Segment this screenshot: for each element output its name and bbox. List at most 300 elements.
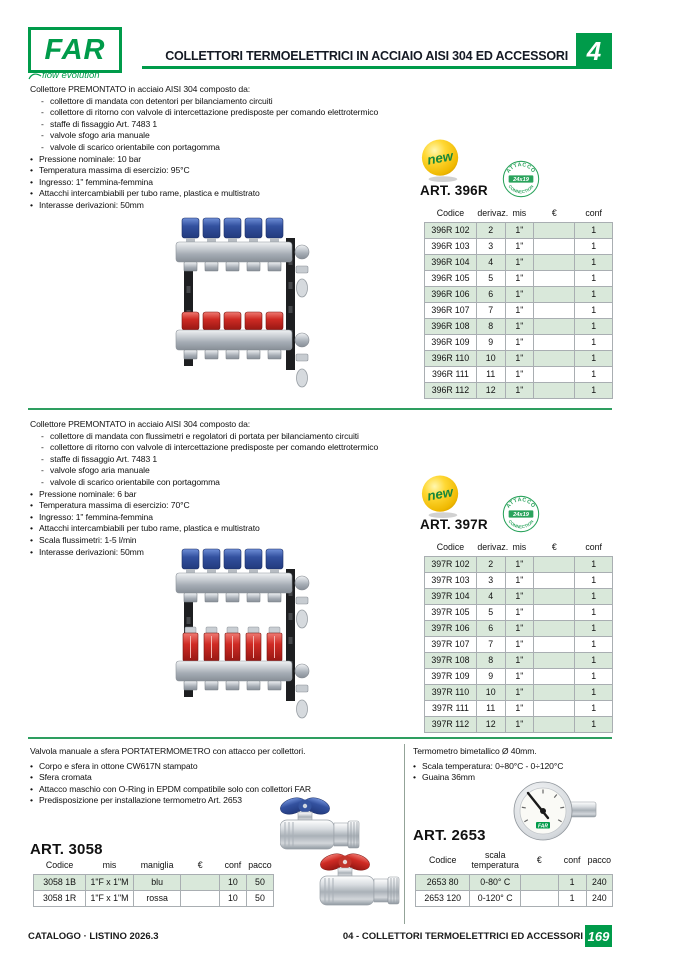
table-cell: 1 <box>575 351 613 367</box>
list-item-text: Interasse derivazioni: 50mm <box>39 546 144 557</box>
far-logo <box>28 27 122 73</box>
list-marker: • <box>30 511 33 522</box>
table-cell: 1 <box>575 685 613 701</box>
list-marker: - <box>41 453 44 464</box>
list-item <box>41 107 450 119</box>
table-cell <box>534 319 575 335</box>
table-cell: 1"F x 1"M <box>86 891 134 907</box>
table-cell: 3058 1B <box>34 875 86 891</box>
table-cell <box>534 335 575 351</box>
table-cell: 1" <box>505 637 534 653</box>
table-cell: 8 <box>476 319 505 335</box>
logo-tagline-text: flow evolution <box>42 70 100 81</box>
table-cell <box>534 701 575 717</box>
column-header: conf <box>224 860 242 870</box>
stamp-bottom-text: CONNECTION <box>507 183 535 195</box>
table-cell: 50 <box>246 891 273 907</box>
table-row <box>425 557 613 573</box>
table-cell: 1 <box>575 589 613 605</box>
table-cell: 1 <box>575 319 613 335</box>
list-item-text: Temperatura massima di esercizio: 70°C <box>39 500 190 511</box>
table-row <box>34 875 274 891</box>
table-row <box>425 669 613 685</box>
list-item <box>41 454 450 466</box>
table-cell: 396R 110 <box>425 351 477 367</box>
column-header: conf <box>563 855 581 865</box>
table-row <box>425 271 613 287</box>
table-cell <box>181 875 219 891</box>
description-2653 <box>413 746 649 784</box>
table-cell: 3 <box>476 573 505 589</box>
table-cell: 7 <box>476 303 505 319</box>
section-divider <box>28 408 612 410</box>
stamp-code-text: 24x19 <box>513 511 529 518</box>
column-header: derivaz. <box>477 208 509 218</box>
table-cell: 7 <box>476 637 505 653</box>
table-row <box>425 367 613 383</box>
table-cell <box>534 621 575 637</box>
table-cell <box>534 669 575 685</box>
list-item-text: Scala flussimetri: 1-5 l/min <box>39 534 137 545</box>
stamp-code-text: 24x19 <box>513 176 529 183</box>
page-title: COLLETTORI TERMOELETTRICI IN ACCIAIO AISI 304 ED ACCESSORI <box>165 49 568 63</box>
table-cell: 1" <box>505 701 534 717</box>
table-cell <box>534 223 575 239</box>
table-cell <box>534 557 575 573</box>
table-cell: 1 <box>575 701 613 717</box>
table-cell: 4 <box>476 255 505 271</box>
table-cell <box>534 717 575 733</box>
table-cell: 397R 103 <box>425 573 477 589</box>
table-cell: 397R 104 <box>425 589 477 605</box>
new-badge <box>420 474 462 519</box>
table-cell <box>534 637 575 653</box>
header-title-bar <box>142 30 612 69</box>
table-cell: 1" <box>505 621 534 637</box>
footer-catalog-label: CATALOGO · LISTINO 2026.3 <box>28 931 159 942</box>
list-marker: - <box>41 107 44 118</box>
table-row <box>425 685 613 701</box>
list-item <box>30 177 450 189</box>
list-marker: • <box>30 165 33 176</box>
table-cell: 1 <box>575 303 613 319</box>
component-list <box>41 96 450 154</box>
table-cell <box>534 303 575 319</box>
table-cell: 1" <box>505 303 534 319</box>
table-cell: 1 <box>575 557 613 573</box>
chapter-number-badge: 4 <box>576 33 612 69</box>
table-cell: 1 <box>575 223 613 239</box>
list-item <box>30 489 450 501</box>
table-header-row <box>416 848 613 875</box>
table-cell: 240 <box>586 891 612 907</box>
far-logo-text: FAR <box>44 33 106 66</box>
list-marker: • <box>30 188 33 199</box>
column-header: € <box>551 542 557 552</box>
list-item-text: collettore di ritorno con valvole di intercettazione predisposte per comando elettrotermico <box>50 442 379 453</box>
table-header-row <box>425 540 613 557</box>
table-cell: 8 <box>476 653 505 669</box>
attacco-connection-stamp <box>502 495 540 533</box>
table-row <box>425 621 613 637</box>
table-cell: 10 <box>476 351 505 367</box>
table-cell: 396R 107 <box>425 303 477 319</box>
column-divider <box>404 744 405 924</box>
table-cell: 1" <box>505 717 534 733</box>
table-row <box>425 255 613 271</box>
table-cell: 1 <box>575 621 613 637</box>
table-cell: 3058 1R <box>34 891 86 907</box>
column-header: pacco <box>248 860 272 870</box>
column-header: Codice <box>429 855 457 865</box>
table-cell: 5 <box>476 271 505 287</box>
table-cell: 50 <box>246 875 273 891</box>
product-photo-ball-valves <box>280 788 402 910</box>
table-cell: 2 <box>476 223 505 239</box>
stamp-top-text: ATTACCO <box>505 162 537 175</box>
table-cell: 10 <box>219 875 246 891</box>
column-header: Codice <box>436 542 465 552</box>
table-cell: 9 <box>476 669 505 685</box>
table-cell: 397R 105 <box>425 605 477 621</box>
table-cell: 1 <box>575 239 613 255</box>
list-marker: • <box>30 199 33 210</box>
table-cell: 1" <box>505 223 534 239</box>
table-cell: 1" <box>505 319 534 335</box>
table-cell <box>534 383 575 399</box>
table-cell: 1 <box>575 271 613 287</box>
list-item <box>30 154 450 166</box>
description-intro: Collettore PREMONTATO in acciaio AISI 304 composto da: <box>30 84 251 94</box>
list-marker: • <box>30 772 33 783</box>
column-header: pacco <box>587 855 612 865</box>
swoosh-icon <box>28 71 42 81</box>
list-item-text: valvole di scarico orientabile con portagomma <box>50 141 220 152</box>
list-item-text: Interasse derivazioni: 50mm <box>39 199 144 210</box>
table-cell: 1" <box>505 685 534 701</box>
table-row <box>425 239 613 255</box>
table-cell: 1 <box>575 367 613 383</box>
table-cell: 2 <box>476 557 505 573</box>
table-row <box>425 223 613 239</box>
section-divider <box>28 737 612 739</box>
table-row <box>425 335 613 351</box>
footer-chapter-label: 04 - COLLETTORI TERMOELETTRICI ED ACCESSORI <box>342 931 583 942</box>
article-number-396r: ART. 396R <box>420 183 488 198</box>
new-badge <box>420 138 462 183</box>
list-item <box>41 142 450 154</box>
table-row <box>425 605 613 621</box>
table-cell: 11 <box>476 701 505 717</box>
list-item-text: valvole sfogo aria manuale <box>50 130 150 141</box>
table-row <box>425 717 613 733</box>
list-item-text: Scala temperatura: 0÷80°C - 0÷120°C <box>422 760 564 771</box>
product-photo-manifold-397r <box>174 545 316 727</box>
table-cell: 1 <box>575 255 613 271</box>
page-number-badge: 169 <box>585 925 612 947</box>
list-item <box>30 500 450 512</box>
table-cell <box>534 255 575 271</box>
table-cell: 6 <box>476 621 505 637</box>
list-marker: • <box>413 760 416 771</box>
table-cell <box>521 891 559 907</box>
list-item-text: Temperatura massima di esercizio: 95°C <box>39 165 190 176</box>
table-cell: 1 <box>558 891 586 907</box>
table-cell: 1" <box>505 589 534 605</box>
article-number-3058: ART. 3058 <box>30 841 103 858</box>
list-marker: - <box>41 476 44 487</box>
stamp-top-text: ATTACCO <box>505 497 537 510</box>
table-cell <box>534 271 575 287</box>
table-cell: 397R 106 <box>425 621 477 637</box>
article-number-397r: ART. 397R <box>420 517 488 532</box>
price-table-396r <box>424 206 613 399</box>
table-cell: 240 <box>586 875 612 891</box>
table-cell <box>534 573 575 589</box>
list-item <box>30 523 450 535</box>
table-row <box>425 573 613 589</box>
list-item-text: staffe di fissaggio Art. 7483 1 <box>50 453 158 464</box>
column-header: conf <box>585 208 602 218</box>
table-row <box>425 589 613 605</box>
list-marker: • <box>30 153 33 164</box>
list-marker: • <box>30 534 33 545</box>
article-number-2653: ART. 2653 <box>413 827 486 844</box>
table-cell: 2653 120 <box>416 891 470 907</box>
table-cell: 1" <box>505 653 534 669</box>
list-marker: - <box>41 118 44 129</box>
column-header: € <box>551 208 557 218</box>
table-cell: 397R 111 <box>425 701 477 717</box>
list-item <box>413 761 649 773</box>
list-marker: • <box>413 772 416 783</box>
table-row <box>416 875 613 891</box>
table-cell: 1" <box>505 605 534 621</box>
list-item <box>30 772 396 784</box>
list-marker: - <box>41 141 44 152</box>
price-table-2653 <box>415 848 613 907</box>
table-cell: 396R 104 <box>425 255 477 271</box>
table-cell: 397R 110 <box>425 685 477 701</box>
list-marker: - <box>41 465 44 476</box>
list-item-text: staffe di fissaggio Art. 7483 1 <box>50 118 158 129</box>
table-cell: 1" <box>505 669 534 685</box>
table-cell: 1" <box>505 351 534 367</box>
attacco-connection-stamp <box>502 160 540 198</box>
table-cell: 1" <box>505 573 534 589</box>
list-marker: • <box>30 783 33 794</box>
table-cell: 1 <box>558 875 586 891</box>
table-cell: 2653 80 <box>416 875 470 891</box>
table-cell: 1" <box>505 335 534 351</box>
list-marker: • <box>30 488 33 499</box>
table-cell <box>534 685 575 701</box>
table-cell: 396R 109 <box>425 335 477 351</box>
table-row <box>425 319 613 335</box>
price-table-3058 <box>33 858 274 907</box>
table-cell: 1 <box>575 335 613 351</box>
table-cell: 3 <box>476 239 505 255</box>
list-item <box>41 96 450 108</box>
list-item <box>41 119 450 131</box>
list-item <box>41 431 450 443</box>
list-item-text: Sfera cromata <box>39 772 92 783</box>
list-item <box>30 761 396 773</box>
list-item-text: Attacchi intercambiabili per tubo rame, plastica e multistrato <box>39 523 260 534</box>
table-cell: 1"F x 1"M <box>86 875 134 891</box>
table-cell: 0-80° C <box>470 875 521 891</box>
table-cell: 12 <box>476 383 505 399</box>
table-row <box>425 287 613 303</box>
table-cell: 1" <box>505 287 534 303</box>
table-cell: 1 <box>575 573 613 589</box>
table-cell <box>534 653 575 669</box>
column-header: Codice <box>45 860 74 870</box>
table-cell: 1" <box>505 367 534 383</box>
product-photo-manifold-396r <box>174 214 316 396</box>
table-cell <box>534 287 575 303</box>
product-photo-thermometer <box>512 780 600 842</box>
list-item-text: Corpo e sfera in ottone CW617N stampato <box>39 760 198 771</box>
table-cell: 1" <box>505 557 534 573</box>
table-cell: 11 <box>476 367 505 383</box>
list-item <box>30 188 450 200</box>
table-cell: 397R 109 <box>425 669 477 685</box>
feature-list <box>30 154 450 212</box>
new-badge-label: new <box>425 148 455 168</box>
column-header: mis <box>512 542 527 552</box>
column-header: mis <box>512 208 527 218</box>
table-cell: 1 <box>575 605 613 621</box>
table-cell <box>534 589 575 605</box>
column-header: maniglia <box>140 860 174 870</box>
list-item-text: collettore di ritorno con valvole di intercettazione predisposte per comando elettrotermico <box>50 107 379 118</box>
table-cell: 5 <box>476 605 505 621</box>
list-item-text: collettore di mandata con flussimetri e regolatori di portata per bilanciamento circuiti <box>50 430 359 441</box>
list-item-text: Pressione nominale: 10 bar <box>39 153 142 164</box>
list-marker: • <box>30 500 33 511</box>
table-cell: 396R 112 <box>425 383 477 399</box>
list-item <box>30 165 450 177</box>
table-cell: 396R 103 <box>425 239 477 255</box>
list-marker: • <box>30 795 33 806</box>
table-cell: 10 <box>219 891 246 907</box>
table-cell: 1 <box>575 637 613 653</box>
table-cell: 396R 106 <box>425 287 477 303</box>
table-cell: rossa <box>133 891 181 907</box>
table-cell: 397R 108 <box>425 653 477 669</box>
table-cell: 1 <box>575 717 613 733</box>
list-item <box>41 477 450 489</box>
list-marker: • <box>30 546 33 557</box>
table-cell: 6 <box>476 287 505 303</box>
table-header-row <box>425 206 613 223</box>
table-cell: 396R 102 <box>425 223 477 239</box>
table-cell: 1 <box>575 383 613 399</box>
column-header: derivaz. <box>477 542 509 552</box>
table-row <box>425 637 613 653</box>
description-397r <box>30 419 450 558</box>
description-intro: Valvola manuale a sfera PORTATERMOMETRO con attacco per collettori. <box>30 746 306 756</box>
table-cell: 396R 105 <box>425 271 477 287</box>
table-cell <box>534 351 575 367</box>
table-cell: 4 <box>476 589 505 605</box>
new-badge-label: new <box>425 484 455 504</box>
table-cell: 1 <box>575 653 613 669</box>
list-marker: - <box>41 95 44 106</box>
table-cell <box>521 875 559 891</box>
list-item-text: Ingresso: 1" femmina-femmina <box>39 176 153 187</box>
table-row <box>425 701 613 717</box>
table-cell: 0-120° C <box>470 891 521 907</box>
table-cell: 1 <box>575 669 613 685</box>
description-396r <box>30 84 450 212</box>
table-cell <box>534 605 575 621</box>
column-header: conf <box>585 542 602 552</box>
table-cell <box>534 239 575 255</box>
component-list <box>41 431 450 489</box>
table-cell: 1 <box>575 287 613 303</box>
list-marker: • <box>30 760 33 771</box>
table-cell: 12 <box>476 717 505 733</box>
table-cell: 396R 108 <box>425 319 477 335</box>
logo-tagline <box>28 70 100 81</box>
list-marker: - <box>41 130 44 141</box>
table-cell <box>181 891 219 907</box>
list-marker: • <box>30 176 33 187</box>
list-item-text: valvole di scarico orientabile con portagomma <box>50 476 220 487</box>
stamp-bottom-text: CONNECTION <box>507 518 535 530</box>
list-item-text: Attacco maschio con O-Ring in EPDM compatibile solo con collettori FAR <box>39 783 311 794</box>
table-row <box>425 303 613 319</box>
table-cell: 1" <box>505 383 534 399</box>
list-marker: • <box>30 523 33 534</box>
table-row <box>34 891 274 907</box>
table-row <box>425 653 613 669</box>
description-intro: Termometro bimetallico Ø 40mm. <box>413 746 537 756</box>
table-row <box>416 891 613 907</box>
table-cell: blu <box>133 875 181 891</box>
column-header: € <box>197 860 203 870</box>
description-intro: Collettore PREMONTATO in acciaio AISI 304 composto da: <box>30 419 251 429</box>
table-cell: 396R 111 <box>425 367 477 383</box>
column-header: € <box>536 855 542 865</box>
list-item <box>41 465 450 477</box>
table-cell: 1" <box>505 239 534 255</box>
list-item <box>30 200 450 212</box>
list-item <box>41 442 450 454</box>
table-cell: 397R 112 <box>425 717 477 733</box>
table-cell: 10 <box>476 685 505 701</box>
list-item <box>30 512 450 524</box>
table-cell: 1" <box>505 255 534 271</box>
list-item-text: Predisposizione per installazione termometro Art. 2653 <box>39 795 242 806</box>
list-item-text: Ingresso: 1" femmina-femmina <box>39 511 153 522</box>
list-item-text: Attacchi intercambiabili per tubo rame, plastica e multistrato <box>39 188 260 199</box>
table-cell: 397R 107 <box>425 637 477 653</box>
column-header: mis <box>102 860 117 870</box>
table-header-row <box>34 858 274 875</box>
table-row <box>425 351 613 367</box>
list-marker: - <box>41 442 44 453</box>
table-cell: 1" <box>505 271 534 287</box>
list-item-text: collettore di mandata con detentori per bilanciamento circuiti <box>50 95 273 106</box>
table-row <box>425 383 613 399</box>
list-marker: - <box>41 430 44 441</box>
table-cell: 9 <box>476 335 505 351</box>
table-cell <box>534 367 575 383</box>
column-header: Codice <box>436 208 465 218</box>
